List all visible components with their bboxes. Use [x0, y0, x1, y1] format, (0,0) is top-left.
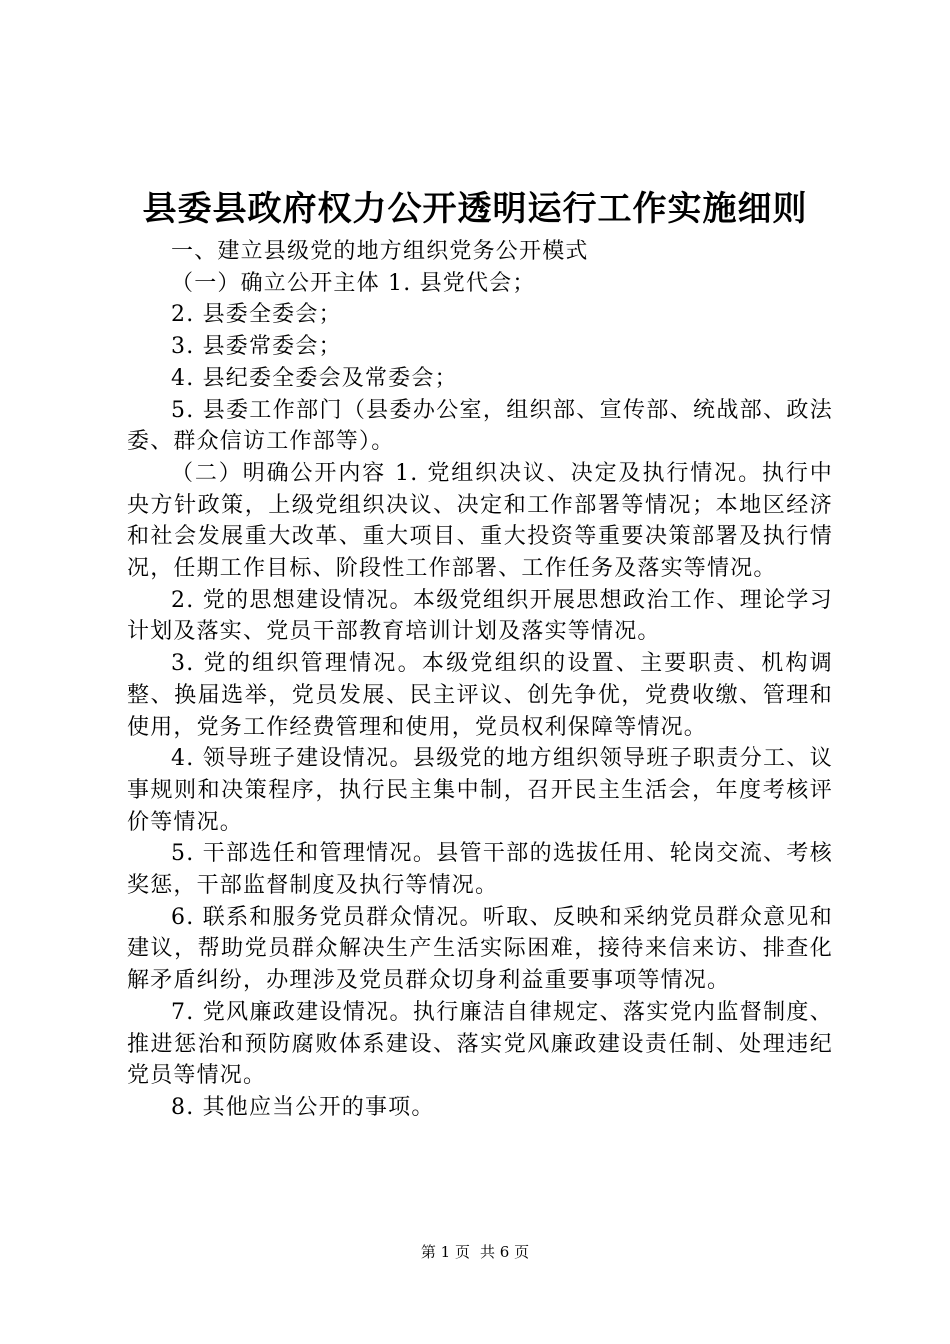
- paragraph-item: 3. 党的组织管理情况。本级党组织的设置、主要职责、机构调整、换届选举，党员发展、民主评议、创先争优，党费收缴、管理和使用，党务工作经费管理和使用，党员权利保障等情况。: [127, 651, 833, 740]
- page-number: 第 1 页: [420, 1243, 470, 1261]
- paragraph-item: 5. 干部选任和管理情况。县管干部的选拔任用、轮岗交流、考核奖惩，干部监督制度及执行等情况。: [127, 841, 833, 899]
- paragraph-item: 6. 联系和服务党员群众情况。听取、反映和采纳党员群众意见和建议，帮助党员群众解决生产生活实际困难，接待来信来访、排查化解矛盾纠纷，办理涉及党员群众切身利益重要事项等情况。: [127, 904, 833, 994]
- paragraph-content-heading: （二）明确公开内容 1. 党组织决议、决定及执行情况。执行中央方针政策，上级党组织决议、决定和工作部署等情况；本地区经济和社会发展重大改革、重大项目、重大投资等重要决策部署及执行情况，任期工作目标、阶段性工作部署、工作任务及落实等情况。: [127, 460, 833, 582]
- document-title: 县委县政府权力公开透明运行工作实施细则: [142, 189, 808, 229]
- paragraph-item: 8. 其他应当公开的事项。: [171, 1094, 435, 1120]
- paragraph-item: 7. 党风廉政建设情况。执行廉洁自律规定、落实党内监督制度、推进惩治和预防腐败体系建设、落实党风廉政建设责任制、处理违纪党员等情况。: [127, 999, 833, 1089]
- paragraph-item: 3. 县委常委会；: [171, 334, 342, 360]
- paragraph-subject-heading: （一）确立公开主体 1. 县党代会；: [171, 270, 536, 296]
- paragraph-item: 2. 县委全委会；: [171, 302, 342, 328]
- paragraph-item: 4. 县纪委全委会及常委会；: [171, 365, 458, 391]
- paragraph-item: 5. 县委工作部门（县委办公室，组织部、宣传部、统战部、政法委、群众信访工作部等）。: [127, 397, 833, 455]
- paragraph-item: 4. 领导班子建设情况。县级党的地方组织领导班子职责分工、议事规则和决策程序，执行民主集中制，召开民主生活会，年度考核评价等情况。: [127, 746, 833, 835]
- document-body: [127, 236, 833, 1124]
- page-footer: [0, 1241, 950, 1263]
- paragraph-item: 2. 党的思想建设情况。本级党组织开展思想政治工作、理论学习计划及落实、党员干部教育培训计划及落实等情况。: [127, 587, 833, 645]
- paragraph-section-heading: 一、建立县级党的地方组织党务公开模式: [171, 239, 589, 264]
- page-total: 共 6 页: [480, 1243, 530, 1261]
